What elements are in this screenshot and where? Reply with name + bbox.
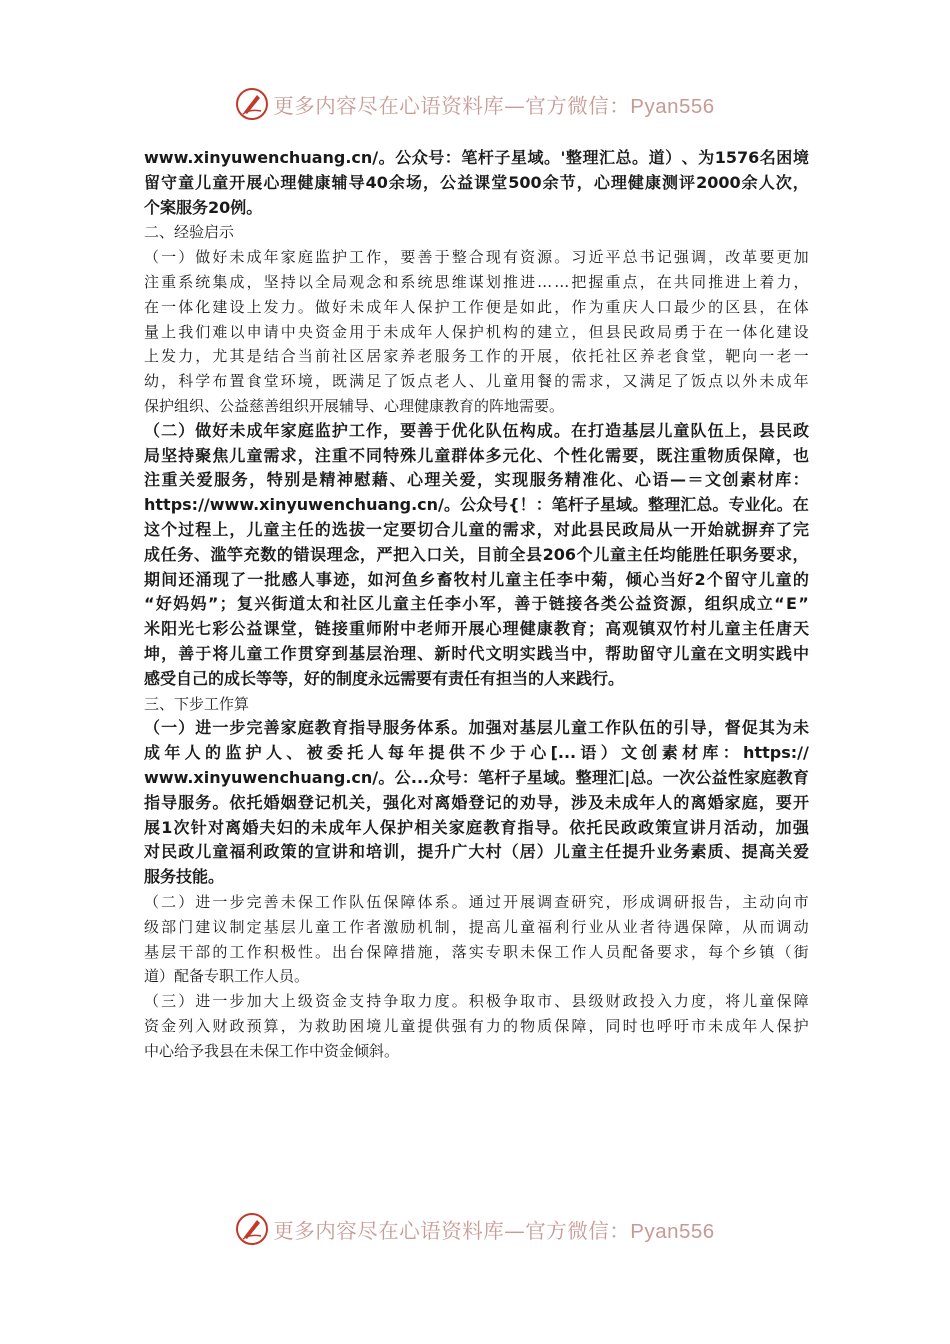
text-line: 服务技能。 bbox=[144, 867, 225, 887]
text-line: （ 一 ） 做 好 未 成 年 家 庭 监 护 工 作 ， 要 善 于 整 合 现 有 资 源 。 习 近 平 总 书 记 强 调 ， 改 革 要 更 加 bbox=[144, 248, 809, 267]
text-line: 坤 ， 善 于 将 儿 童 工 作 贯 穿 到 基 层 治 理 、 新 时 代 文 明 实 践 当 中 ， 帮 助 留 守 儿 童 在 文 明 实 践 中 bbox=[144, 643, 809, 663]
text-line: 注 重 关 爱 服 务 ， 特 别 是 精 神 慰 藉 、 心 理 关 爱 ， 实 现 服 务 精 准 化 、 心 语 — ＝ 文 创 素 材 库 ： bbox=[144, 470, 809, 490]
watermark-id: Pyan556 bbox=[630, 1220, 715, 1243]
quill-logo-icon bbox=[235, 1212, 269, 1246]
text-line: 局 坚 持 聚 焦 儿 童 需 求 ， 注 重 不 同 特 殊 儿 童 群 体 多 元 化 、 个 性 化 需 要 ， 既 注 重 物 质 保 障 ， 也 bbox=[144, 445, 809, 465]
text-line: 幼 ， 科 学 布 置 食 堂 环 境 ， 既 满 足 了 饭 点 老 人 、 儿 童 用 餐 的 需 求 ， 又 满 足 了 饭 点 以 外 未 成 年 bbox=[144, 372, 809, 391]
watermark-text bbox=[273, 89, 714, 119]
text-line: 三、下步工作算 bbox=[144, 694, 250, 713]
text-line: 留 守 童 儿 童 开 展 心 理 健 康 辅 导 40 余 场 ， 公 益 课 堂 500 余 节 ， 心 理 健 康 测 评 2000 余 人 次 ， bbox=[144, 172, 809, 192]
text-line: （ 二 ） 做 好 未 成 年 家 庭 监 护 工 作 ， 要 善 于 优 化 队 伍 构 成 。 在 打 造 基 层 儿 童 队 伍 上 ， 县 民 政 bbox=[144, 420, 809, 440]
text-line: “ 好 妈 妈 ” ； 复 兴 街 道 太 和 社 区 儿 童 主 任 李 小 军 ， 善 于 链 接 各 类 公 益 资 源 ， 组 织 成 立 “ E ” bbox=[144, 594, 809, 614]
text-line: 中心给予我县在未保工作中资金倾斜。 bbox=[144, 1041, 400, 1060]
text-line: 指 导 服 务 。 依 托 婚 姻 登 记 机 关 ， 强 化 对 离 婚 登 记 的 劝 导 ， 涉 及 未 成 年 人 的 离 婚 家 庭 ， 要 开 bbox=[144, 792, 809, 812]
text-line: www.xinyuwenchuang.cn/ 。 公 众 号 ： 笔 杆 子 星 域 。 ' 整 理 汇 总 。 道 ） 、 为 1576 名 困 境 bbox=[144, 148, 809, 167]
watermark-label: 更多内容尽在心语资料库—官方微信： bbox=[273, 1219, 631, 1243]
text-line: 道）配备专职工作人员。 bbox=[144, 967, 310, 986]
text-line: 二、经验启示 bbox=[144, 223, 235, 242]
watermark-label: 更多内容尽在心语资料库—官方微信： bbox=[273, 94, 631, 118]
watermark-banner-bottom bbox=[0, 1209, 950, 1249]
text-line: 感受自己的成长等等，好的制度永远需要有责任有担当的人来践行。 bbox=[144, 668, 625, 688]
text-line: 上 发 力 ， 尤 其 是 结 合 当 前 社 区 居 家 养 老 服 务 工 作 的 开 展 ， 依 托 社 区 养 老 食 堂 ， 靶 向 一 老 一 bbox=[144, 347, 809, 366]
text-line: 注 重 系 统 集 成 ， 坚 持 以 全 局 观 念 和 系 统 思 维 谋 划 推 进 … … 把 握 重 点 ， 在 共 同 推 进 上 着 力 ， bbox=[144, 272, 809, 291]
watermark-banner-top bbox=[0, 84, 950, 124]
text-line: （ 一 ） 进 一 步 完 善 家 庭 教 育 指 导 服 务 体 系 。 加 强 对 基 层 儿 童 工 作 队 伍 的 引 导 ， 督 促 其 为 未 bbox=[144, 718, 809, 738]
text-line: 资 金 列 入 财 政 预 算 ， 为 救 助 困 境 儿 童 提 供 强 有 力 的 物 质 保 障 ， 同 时 也 呼 吁 市 未 成 年 人 保 护 bbox=[144, 1016, 809, 1035]
text-line: 量 上 我 们 难 以 申 请 中 央 资 金 用 于 未 成 年 人 保 护 机 构 的 建 立 ， 但 县 民 政 局 勇 于 在 一 体 化 建 设 bbox=[144, 322, 809, 341]
text-line: www.xinyuwenchuang.cn/ 。 公 ... 众 号 ： 笔 杆 子 星 域 。 整 理 汇 | 总 。 一 次 公 益 性 家 庭 教 育 bbox=[144, 767, 809, 787]
quill-logo-icon bbox=[235, 87, 269, 121]
text-line: 米 阳 光 七 彩 公 益 课 堂 ， 链 接 重 师 附 中 老 师 开 展 心 理 健 康 教 育 ； 高 观 镇 双 竹 村 儿 童 主 任 唐 天 bbox=[144, 619, 809, 639]
text-line: （ 三 ） 进 一 步 加 大 上 级 资 金 支 持 争 取 力 度 。 积 极 争 取 市 、 县 级 财 政 投 入 力 度 ， 将 儿 童 保 障 bbox=[144, 992, 809, 1011]
text-line: 这 个 过 程 上 ， 儿 童 主 任 的 选 拔 一 定 要 切 合 儿 童 的 需 求 ， 对 此 县 民 政 局 从 一 开 始 就 摒 弃 了 完 bbox=[144, 519, 809, 539]
text-line: （ 二 ） 进 一 步 完 善 未 保 工 作 队 伍 保 障 体 系 。 通 过 开 展 调 查 研 究 ， 形 成 调 研 报 告 ， 主 动 向 市 bbox=[144, 892, 809, 911]
text-line: 基 层 干 部 的 工 作 积 极 性 。 出 台 保 障 措 施 ， 落 实 专 职 未 保 工 作 人 员 配 备 要 求 ， 每 个 乡 镇 （ 街 bbox=[144, 942, 809, 961]
text-line: 成 年 人 的 监 护 人 、 被 委 托 人 每 年 提 供 不 少 于 心 [... 语 ） 文 创 素 材 库 ： https:// bbox=[144, 743, 809, 763]
text-line: 在 一 体 化 建 设 上 发 力 。 做 好 未 成 年 人 保 护 工 作 便 是 如 此 ， 作 为 重 庆 人 口 最 少 的 区 县 ， 在 体 bbox=[144, 297, 809, 316]
document-body bbox=[144, 146, 809, 1063]
text-line: https://www.xinyuwenchuang.cn/ 。 公 众 号 { ！ ： 笔 杆 子 星 域 。 整 理 汇 总 。 专 业 化 。 在 bbox=[144, 495, 809, 515]
watermark-id: Pyan556 bbox=[630, 95, 715, 118]
text-line: 成 任 务 、 滥 竽 充 数 的 错 误 理 念 ， 严 把 入 口 关 ， 目 前 全 县 206 个 儿 童 主 任 均 能 胜 任 职 务 要 求 ， bbox=[144, 544, 809, 564]
text-line: 展 1 次 针 对 离 婚 夫 妇 的 未 成 年 人 保 护 相 关 家 庭 教 育 指 导 。 依 托 民 政 政 策 宣 讲 月 活 动 ， 加 强 bbox=[144, 817, 809, 837]
text-line: 保护组织、公益慈善组织开展辅导、心理健康教育的阵地需要。 bbox=[144, 396, 565, 415]
text-line: 个案服务20例。 bbox=[144, 197, 263, 217]
text-line: 对 民 政 儿 童 福 利 政 策 的 宣 讲 和 培 训 ， 提 升 广 大 村 （ 居 ） 儿 童 主 任 提 升 业 务 素 质 、 提 高 关 爱 bbox=[144, 842, 809, 862]
watermark-text bbox=[273, 1214, 714, 1244]
text-line: 级 部 门 建 议 制 定 基 层 儿 童 工 作 者 激 励 机 制 ， 提 高 儿 童 福 利 行 业 从 业 者 待 遇 保 障 ， 从 而 调 动 bbox=[144, 917, 809, 936]
text-line: 期 间 还 涌 现 了 一 批 感 人 事 迹 ， 如 河 鱼 乡 畜 牧 村 儿 童 主 任 李 中 菊 ， 倾 心 当 好 2 个 留 守 儿 童 的 bbox=[144, 569, 809, 589]
